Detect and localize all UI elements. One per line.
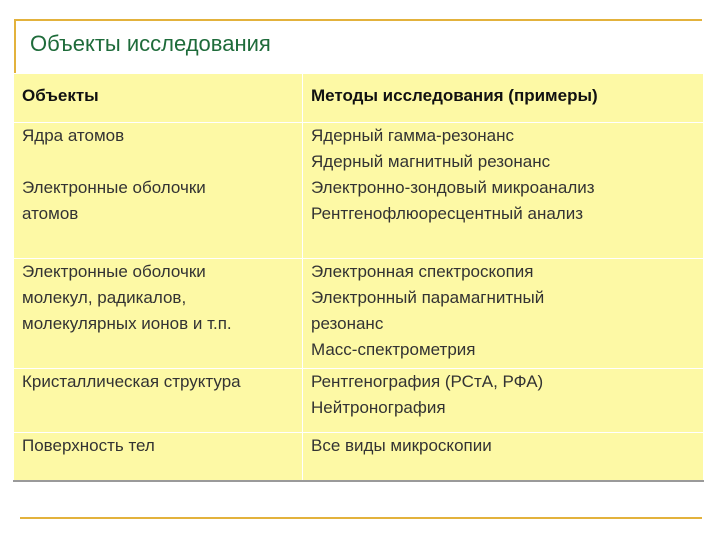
objects-cell: [14, 433, 303, 481]
objects-cell: [14, 369, 303, 433]
methods-cell: [303, 433, 704, 481]
table-header-row: [14, 74, 704, 123]
cell-line: Ядерный магнитный резонанс: [311, 152, 551, 171]
cell-line: Нейтронография: [311, 398, 446, 417]
header-methods: Методы исследования (примеры): [303, 74, 704, 123]
table-row: [14, 259, 704, 369]
cell-line: Электронная спектроскопия: [311, 262, 534, 281]
cell-line: Поверхность тел: [22, 436, 155, 455]
table-row: [14, 123, 704, 259]
cell-line: Масс-спектрометрия: [311, 340, 476, 359]
header-objects: Объекты: [14, 74, 303, 123]
methods-cell: [303, 123, 704, 259]
objects-cell: [14, 123, 303, 259]
cell-line: Рентгенофлюоресцентный анализ: [311, 204, 583, 223]
slide-frame-top-line: [14, 19, 702, 21]
slide-bottom-rule: [20, 517, 702, 519]
slide-title: Объекты исследования: [30, 31, 271, 56]
cell-line: Электронные оболочки: [22, 178, 206, 197]
cell-line: молекул, радикалов,: [22, 288, 187, 307]
methods-cell: [303, 259, 704, 369]
cell-line: молекулярных ионов и т.п.: [22, 314, 232, 333]
cell-line: Электронно-зондовый микроанализ: [311, 178, 595, 197]
cell-line: Все виды микроскопии: [311, 436, 492, 455]
cell-line: Ядра атомов: [22, 126, 125, 145]
table-row: [14, 433, 704, 481]
methods-cell: [303, 369, 704, 433]
objects-methods-table: [13, 73, 704, 482]
cell-line: Электронный парамагнитный: [311, 288, 545, 307]
slide-frame-left-line: [14, 19, 16, 75]
cell-line-spacer: [22, 149, 294, 175]
cell-line: резонанс: [311, 314, 384, 333]
cell-line: Кристаллическая структура: [22, 372, 241, 391]
cell-line: Ядерный гамма-резонанс: [311, 126, 515, 145]
cell-line: атомов: [22, 204, 79, 223]
table-row: [14, 369, 704, 433]
objects-cell: [14, 259, 303, 369]
cell-line: Рентгенография (РСтА, РФА): [311, 372, 544, 391]
cell-line: Электронные оболочки: [22, 262, 206, 281]
